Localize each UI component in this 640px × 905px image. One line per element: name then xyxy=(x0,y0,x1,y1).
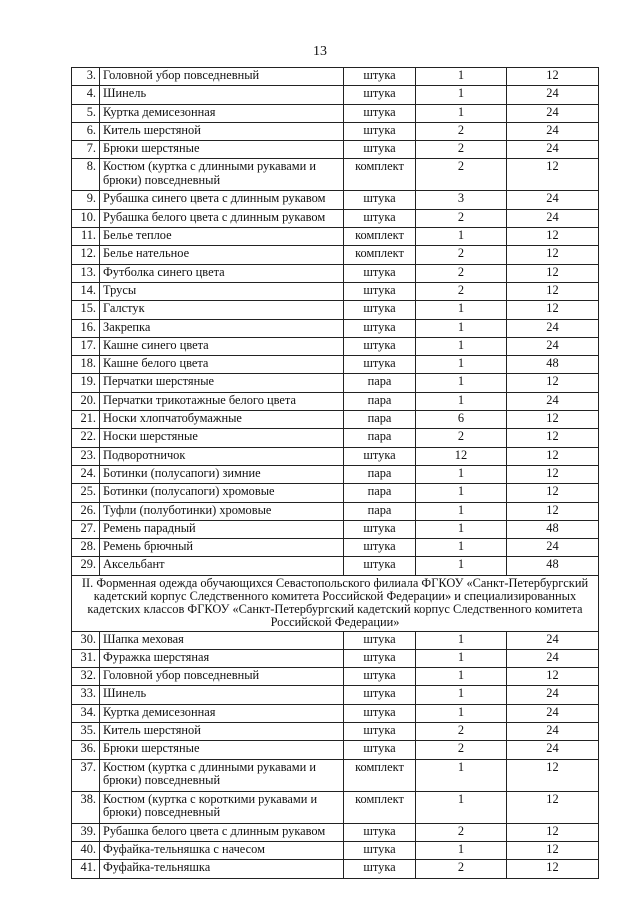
quantity: 1 xyxy=(416,502,507,520)
wear-period: 12 xyxy=(507,841,599,859)
wear-period: 12 xyxy=(507,264,599,282)
unit-of-measure: штука xyxy=(344,823,416,841)
table-row xyxy=(72,484,599,502)
wear-period: 12 xyxy=(507,484,599,502)
item-name: Аксельбант xyxy=(100,557,344,575)
wear-period: 12 xyxy=(507,228,599,246)
wear-period: 24 xyxy=(507,686,599,704)
unit-of-measure: комплект xyxy=(344,228,416,246)
wear-period: 48 xyxy=(507,520,599,538)
wear-period: 12 xyxy=(507,411,599,429)
table-row xyxy=(72,704,599,722)
item-name: Белье нательное xyxy=(100,246,344,264)
item-name: Носки хлопчатобумажные xyxy=(100,411,344,429)
wear-period: 24 xyxy=(507,631,599,649)
quantity: 1 xyxy=(416,841,507,859)
wear-period: 12 xyxy=(507,823,599,841)
wear-period: 24 xyxy=(507,649,599,667)
quantity: 1 xyxy=(416,392,507,410)
unit-of-measure: штука xyxy=(344,668,416,686)
row-number: 27. xyxy=(72,520,100,538)
row-number: 38. xyxy=(72,791,100,823)
table-row xyxy=(72,141,599,159)
table-row xyxy=(72,104,599,122)
table-row xyxy=(72,631,599,649)
item-name: Фуфайка-тельняшка xyxy=(100,860,344,878)
unit-of-measure: штука xyxy=(344,447,416,465)
table-row xyxy=(72,465,599,483)
quantity: 1 xyxy=(416,704,507,722)
unit-of-measure: штука xyxy=(344,539,416,557)
table-row xyxy=(72,539,599,557)
unit-of-measure: пара xyxy=(344,374,416,392)
table-row xyxy=(72,319,599,337)
unit-of-measure: штука xyxy=(344,301,416,319)
row-number: 16. xyxy=(72,319,100,337)
row-number: 3. xyxy=(72,68,100,86)
unit-of-measure: штука xyxy=(344,649,416,667)
wear-period: 12 xyxy=(507,759,599,791)
row-number: 10. xyxy=(72,209,100,227)
unit-of-measure: штука xyxy=(344,86,416,104)
quantity: 1 xyxy=(416,484,507,502)
quantity: 2 xyxy=(416,246,507,264)
unit-of-measure: штука xyxy=(344,68,416,86)
wear-period: 24 xyxy=(507,104,599,122)
table-row xyxy=(72,209,599,227)
table-row xyxy=(72,356,599,374)
wear-period: 24 xyxy=(507,539,599,557)
quantity: 2 xyxy=(416,122,507,140)
wear-period: 24 xyxy=(507,209,599,227)
item-name: Галстук xyxy=(100,301,344,319)
unit-of-measure: штука xyxy=(344,319,416,337)
table-row xyxy=(72,411,599,429)
quantity: 6 xyxy=(416,411,507,429)
wear-period: 12 xyxy=(507,668,599,686)
table-row xyxy=(72,392,599,410)
item-name: Брюки шерстяные xyxy=(100,741,344,759)
quantity: 2 xyxy=(416,159,507,191)
quantity: 1 xyxy=(416,520,507,538)
quantity: 1 xyxy=(416,539,507,557)
quantity: 1 xyxy=(416,465,507,483)
item-name: Футболка синего цвета xyxy=(100,264,344,282)
table-row xyxy=(72,191,599,209)
wear-period: 12 xyxy=(507,159,599,191)
row-number: 7. xyxy=(72,141,100,159)
wear-period: 12 xyxy=(507,68,599,86)
row-number: 23. xyxy=(72,447,100,465)
table-row xyxy=(72,68,599,86)
quantity: 2 xyxy=(416,741,507,759)
quantity: 2 xyxy=(416,429,507,447)
row-number: 35. xyxy=(72,723,100,741)
table-row xyxy=(72,86,599,104)
table-row xyxy=(72,860,599,878)
item-name: Перчатки трикотажные белого цвета xyxy=(100,392,344,410)
quantity: 1 xyxy=(416,319,507,337)
row-number: 34. xyxy=(72,704,100,722)
wear-period: 12 xyxy=(507,465,599,483)
unit-of-measure: пара xyxy=(344,465,416,483)
unit-of-measure: штука xyxy=(344,557,416,575)
unit-of-measure: пара xyxy=(344,411,416,429)
unit-of-measure: штука xyxy=(344,631,416,649)
wear-period: 24 xyxy=(507,141,599,159)
table-row xyxy=(72,668,599,686)
quantity: 2 xyxy=(416,723,507,741)
item-name: Ботинки (полусапоги) хромовые xyxy=(100,484,344,502)
wear-period: 24 xyxy=(507,337,599,355)
table-row xyxy=(72,791,599,823)
unit-of-measure: штука xyxy=(344,741,416,759)
row-number: 40. xyxy=(72,841,100,859)
table-row xyxy=(72,337,599,355)
item-name: Китель шерстяной xyxy=(100,723,344,741)
wear-period: 24 xyxy=(507,86,599,104)
unit-of-measure: комплект xyxy=(344,759,416,791)
table-row xyxy=(72,759,599,791)
quantity: 1 xyxy=(416,337,507,355)
row-number: 19. xyxy=(72,374,100,392)
row-number: 12. xyxy=(72,246,100,264)
quantity: 1 xyxy=(416,631,507,649)
wear-period: 24 xyxy=(507,741,599,759)
row-number: 29. xyxy=(72,557,100,575)
quantity: 1 xyxy=(416,228,507,246)
row-number: 9. xyxy=(72,191,100,209)
row-number: 14. xyxy=(72,282,100,300)
wear-period: 12 xyxy=(507,374,599,392)
quantity: 1 xyxy=(416,686,507,704)
quantity: 1 xyxy=(416,557,507,575)
row-number: 37. xyxy=(72,759,100,791)
item-name: Шапка меховая xyxy=(100,631,344,649)
table-row xyxy=(72,264,599,282)
table-row xyxy=(72,228,599,246)
row-number: 39. xyxy=(72,823,100,841)
unit-of-measure: штука xyxy=(344,723,416,741)
row-number: 15. xyxy=(72,301,100,319)
quantity: 2 xyxy=(416,209,507,227)
unit-of-measure: штука xyxy=(344,337,416,355)
row-number: 6. xyxy=(72,122,100,140)
row-number: 41. xyxy=(72,860,100,878)
item-name: Кашне белого цвета xyxy=(100,356,344,374)
item-name: Фуражка шерстяная xyxy=(100,649,344,667)
row-number: 24. xyxy=(72,465,100,483)
row-number: 22. xyxy=(72,429,100,447)
unit-of-measure: штука xyxy=(344,356,416,374)
section-header xyxy=(72,575,599,631)
item-name: Куртка демисезонная xyxy=(100,104,344,122)
quantity: 3 xyxy=(416,191,507,209)
row-number: 11. xyxy=(72,228,100,246)
item-name: Белье теплое xyxy=(100,228,344,246)
quantity: 2 xyxy=(416,264,507,282)
quantity: 2 xyxy=(416,141,507,159)
table-row xyxy=(72,122,599,140)
table-row xyxy=(72,301,599,319)
unit-of-measure: штука xyxy=(344,191,416,209)
item-name: Шинель xyxy=(100,86,344,104)
wear-period: 24 xyxy=(507,191,599,209)
row-number: 8. xyxy=(72,159,100,191)
item-name: Брюки шерстяные xyxy=(100,141,344,159)
table-row xyxy=(72,159,599,191)
wear-period: 12 xyxy=(507,447,599,465)
quantity: 1 xyxy=(416,86,507,104)
row-number: 32. xyxy=(72,668,100,686)
quantity: 1 xyxy=(416,668,507,686)
table-row xyxy=(72,823,599,841)
row-number: 31. xyxy=(72,649,100,667)
wear-period: 12 xyxy=(507,246,599,264)
unit-of-measure: пара xyxy=(344,502,416,520)
table-row xyxy=(72,841,599,859)
quantity: 2 xyxy=(416,860,507,878)
quantity: 1 xyxy=(416,301,507,319)
unit-of-measure: комплект xyxy=(344,159,416,191)
table-body-part-2 xyxy=(72,631,599,878)
wear-period: 48 xyxy=(507,557,599,575)
item-name: Кашне синего цвета xyxy=(100,337,344,355)
wear-period: 12 xyxy=(507,301,599,319)
unit-of-measure: штука xyxy=(344,841,416,859)
row-number: 25. xyxy=(72,484,100,502)
unit-of-measure: штука xyxy=(344,141,416,159)
table-row xyxy=(72,557,599,575)
row-number: 18. xyxy=(72,356,100,374)
quantity: 1 xyxy=(416,68,507,86)
item-name: Рубашка белого цвета с длинным рукавом xyxy=(100,209,344,227)
wear-period: 12 xyxy=(507,282,599,300)
item-name: Костюм (куртка с длинными рукавами и брюки) повседневный xyxy=(100,759,344,791)
item-name: Головной убор повседневный xyxy=(100,68,344,86)
unit-of-measure: штука xyxy=(344,282,416,300)
table-row xyxy=(72,520,599,538)
item-name: Ботинки (полусапоги) зимние xyxy=(100,465,344,483)
item-name: Костюм (куртка с длинными рукавами и брюки) повседневный xyxy=(100,159,344,191)
row-number: 13. xyxy=(72,264,100,282)
table-row xyxy=(72,502,599,520)
wear-period: 48 xyxy=(507,356,599,374)
row-number: 17. xyxy=(72,337,100,355)
uniform-items-table xyxy=(71,67,599,879)
item-name: Куртка демисезонная xyxy=(100,704,344,722)
unit-of-measure: штука xyxy=(344,122,416,140)
unit-of-measure: штука xyxy=(344,860,416,878)
item-name: Китель шерстяной xyxy=(100,122,344,140)
wear-period: 24 xyxy=(507,723,599,741)
item-name: Фуфайка-тельняшка с начесом xyxy=(100,841,344,859)
item-name: Шинель xyxy=(100,686,344,704)
item-name: Носки шерстяные xyxy=(100,429,344,447)
wear-period: 12 xyxy=(507,502,599,520)
row-number: 28. xyxy=(72,539,100,557)
unit-of-measure: комплект xyxy=(344,246,416,264)
quantity: 1 xyxy=(416,356,507,374)
quantity: 2 xyxy=(416,823,507,841)
quantity: 1 xyxy=(416,791,507,823)
row-number: 30. xyxy=(72,631,100,649)
quantity: 1 xyxy=(416,374,507,392)
item-name: Подворотничок xyxy=(100,447,344,465)
wear-period: 12 xyxy=(507,860,599,878)
unit-of-measure: пара xyxy=(344,484,416,502)
table-row xyxy=(72,429,599,447)
quantity: 12 xyxy=(416,447,507,465)
wear-period: 12 xyxy=(507,791,599,823)
item-name: Рубашка белого цвета с длинным рукавом xyxy=(100,823,344,841)
unit-of-measure: штука xyxy=(344,264,416,282)
item-name: Головной убор повседневный xyxy=(100,668,344,686)
item-name: Туфли (полуботинки) хромовые xyxy=(100,502,344,520)
item-name: Рубашка синего цвета с длинным рукавом xyxy=(100,191,344,209)
unit-of-measure: штука xyxy=(344,209,416,227)
unit-of-measure: штука xyxy=(344,104,416,122)
table-row xyxy=(72,447,599,465)
item-name: Закрепка xyxy=(100,319,344,337)
unit-of-measure: пара xyxy=(344,392,416,410)
table-row xyxy=(72,723,599,741)
table-body-part-1 xyxy=(72,68,599,576)
wear-period: 24 xyxy=(507,392,599,410)
quantity: 2 xyxy=(416,282,507,300)
row-number: 33. xyxy=(72,686,100,704)
row-number: 4. xyxy=(72,86,100,104)
unit-of-measure: пара xyxy=(344,429,416,447)
item-name: Костюм (куртка с короткими рукавами и брюки) повседневный xyxy=(100,791,344,823)
table-row xyxy=(72,649,599,667)
unit-of-measure: штука xyxy=(344,704,416,722)
table-row xyxy=(72,282,599,300)
row-number: 20. xyxy=(72,392,100,410)
row-number: 26. xyxy=(72,502,100,520)
page-number: 13 xyxy=(313,44,327,59)
row-number: 36. xyxy=(72,741,100,759)
wear-period: 24 xyxy=(507,704,599,722)
row-number: 21. xyxy=(72,411,100,429)
table-row xyxy=(72,374,599,392)
quantity: 1 xyxy=(416,104,507,122)
wear-period: 24 xyxy=(507,122,599,140)
item-name: Трусы xyxy=(100,282,344,300)
unit-of-measure: штука xyxy=(344,686,416,704)
unit-of-measure: штука xyxy=(344,520,416,538)
quantity: 1 xyxy=(416,759,507,791)
table-row xyxy=(72,246,599,264)
wear-period: 24 xyxy=(507,319,599,337)
section-title: II. Форменная одежда обучающихся Севастопольского филиала ФГКОУ «Санкт-Петербургский кадетский корпус Следственного комитета Российской Федерации» и специализированных кадетских классов ФГКОУ «Санкт-Петербургский кадетский корпус Следственного комитета Российской Федерации» xyxy=(72,575,599,631)
unit-of-measure: комплект xyxy=(344,791,416,823)
quantity: 1 xyxy=(416,649,507,667)
table-row xyxy=(72,741,599,759)
item-name: Ремень брючный xyxy=(100,539,344,557)
wear-period: 12 xyxy=(507,429,599,447)
item-name: Перчатки шерстяные xyxy=(100,374,344,392)
item-name: Ремень парадный xyxy=(100,520,344,538)
row-number: 5. xyxy=(72,104,100,122)
table-row xyxy=(72,686,599,704)
